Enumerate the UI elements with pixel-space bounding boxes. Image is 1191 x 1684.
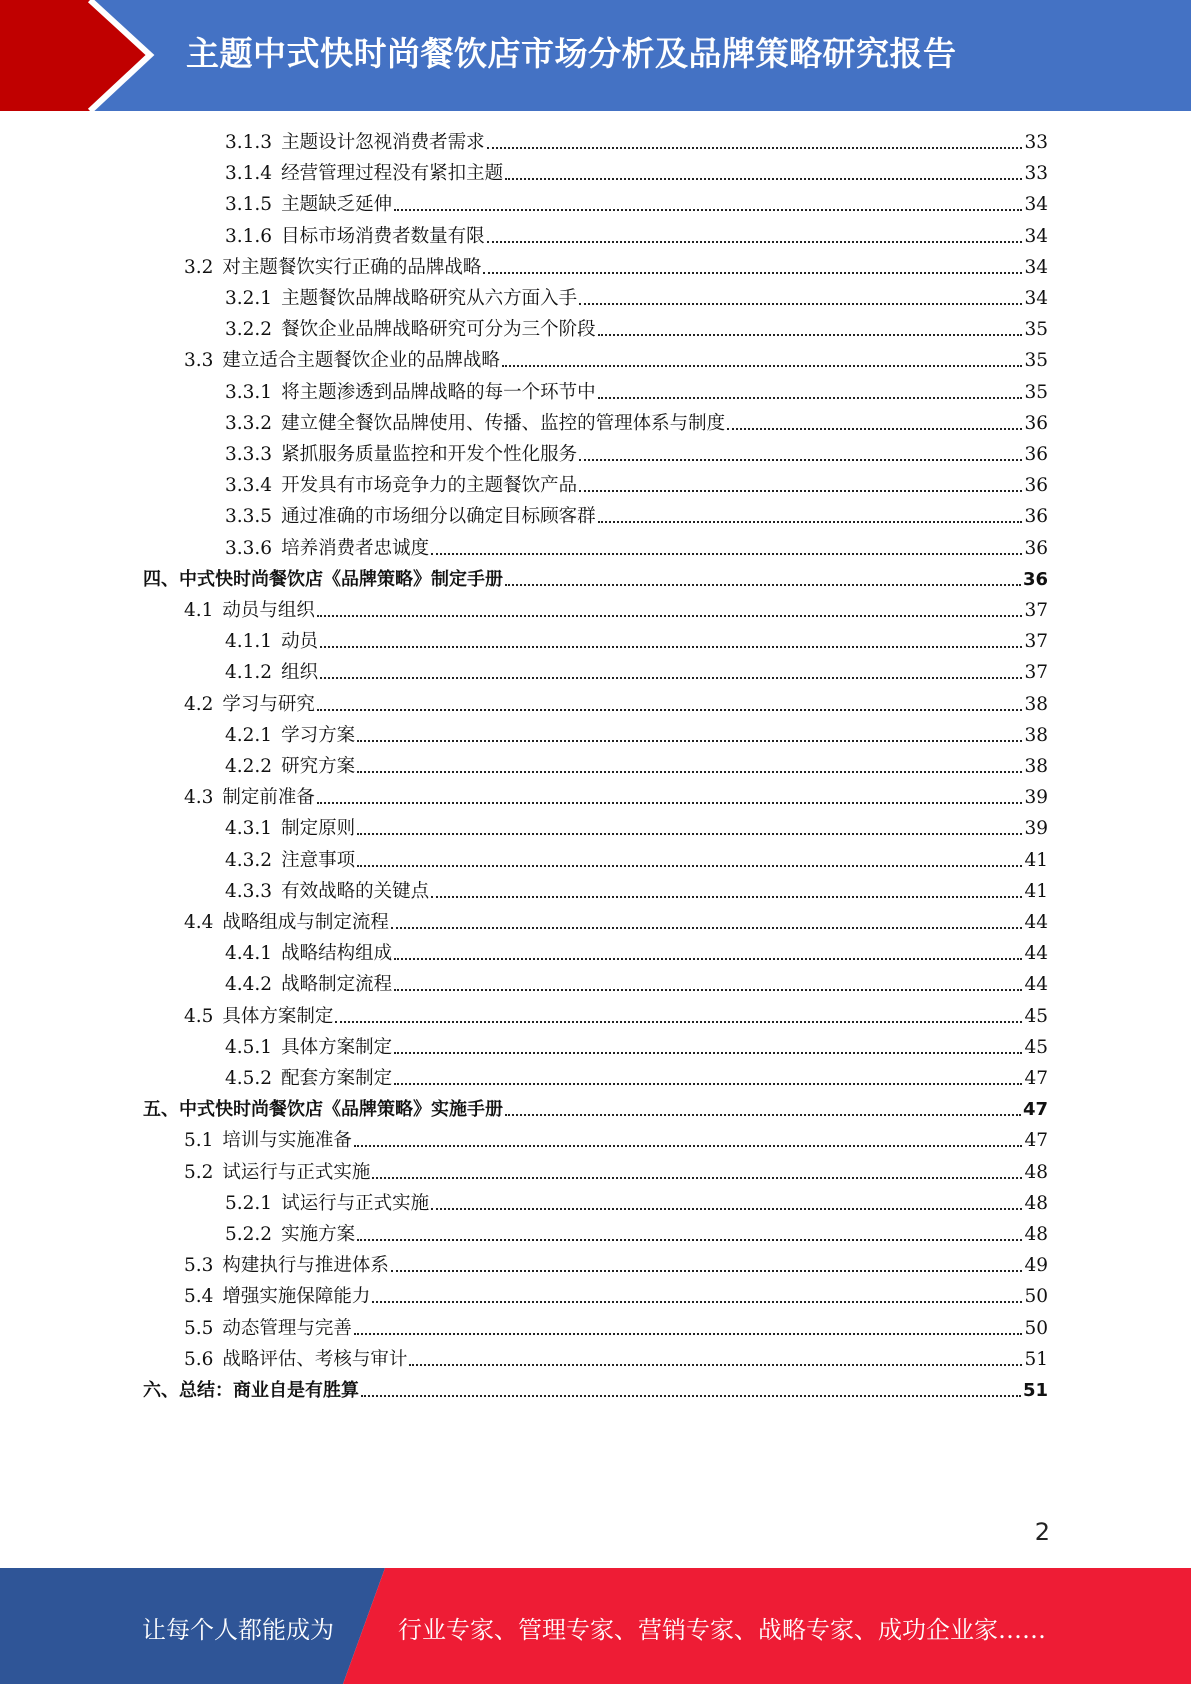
toc-entry-number: 4.3.2: [225, 849, 273, 871]
toc-entry-page: 34: [1024, 288, 1048, 309]
toc-dot-leader: [354, 1332, 1023, 1335]
toc-entry[interactable]: [225, 221, 1048, 252]
toc-entry-number: 5.2.2: [225, 1224, 273, 1245]
toc-entry[interactable]: [225, 969, 1048, 1000]
toc-entry-number: 3.3.3: [225, 444, 273, 465]
toc-entry-page: 47: [1024, 1130, 1048, 1152]
toc-dot-leader: [357, 770, 1022, 773]
toc-entry-page: 48: [1024, 1192, 1048, 1214]
page-footer: [0, 1568, 1191, 1684]
toc-dot-leader: [320, 645, 1022, 648]
toc-entry-number: 3.3.1: [225, 381, 273, 403]
toc-entry-page: 35: [1024, 319, 1048, 341]
toc-entry-title: 有效战略的关键点: [281, 880, 430, 902]
toc-entry[interactable]: [225, 501, 1048, 532]
toc-entry-title: 组织: [281, 662, 319, 684]
toc-entry-page: 44: [1024, 974, 1048, 996]
toc-dot-leader: [357, 739, 1022, 742]
toc-entry-page: 45: [1024, 1005, 1048, 1027]
toc-entry-page: 38: [1024, 724, 1048, 746]
toc-entry-number: 5.2: [184, 1161, 214, 1183]
toc-entry-number: 4.2: [184, 693, 214, 715]
document-title: 主题中式快时尚餐饮店市场分析及品牌策略研究报告: [186, 34, 957, 73]
toc-entry[interactable]: [225, 189, 1048, 220]
toc-entry[interactable]: [225, 1188, 1048, 1219]
toc-entry[interactable]: [225, 533, 1048, 564]
toc-entry-number: 4.5: [184, 1005, 214, 1027]
toc-entry-title: 对主题餐饮实行正确的品牌战略: [222, 256, 482, 278]
toc-entry-title: 动员与组织: [222, 600, 315, 621]
toc-entry-page: 39: [1024, 818, 1048, 840]
toc-entry-page: 36: [1022, 568, 1048, 590]
toc-entry-number: 3.3.6: [225, 537, 273, 559]
toc-entry-number: 4.4.2: [225, 974, 273, 996]
toc-dot-leader: [487, 240, 1023, 243]
toc-entry[interactable]: [184, 1344, 1048, 1375]
toc-dot-leader: [598, 396, 1023, 399]
toc-entry-page: 38: [1024, 693, 1048, 715]
toc-entry-page: 34: [1024, 225, 1048, 247]
toc-dot-leader: [372, 1176, 1022, 1179]
toc-entry[interactable]: [184, 1001, 1048, 1032]
toc-dot-leader: [483, 271, 1022, 274]
toc-entry[interactable]: [225, 470, 1048, 501]
page-number: 2: [1034, 1518, 1050, 1546]
toc-dot-leader: [354, 1144, 1023, 1147]
toc-entry-page: 41: [1024, 880, 1048, 902]
toc-dot-leader: [409, 1363, 1022, 1366]
toc-entry-title: 研究方案: [281, 756, 356, 777]
toc-entry-title: 制定原则: [281, 818, 356, 840]
toc-entry-title: 培训与实施准备: [222, 1130, 352, 1152]
toc-entry-page: 37: [1024, 600, 1048, 621]
toc-entry-title: 战略评估、考核与审计: [222, 1348, 408, 1370]
toc-entry-number: 3.2.1: [225, 288, 273, 309]
toc-entry-number: 4.3.3: [225, 880, 273, 902]
toc-entry[interactable]: [184, 907, 1048, 938]
toc-dot-leader: [598, 333, 1023, 336]
toc-entry[interactable]: [184, 1313, 1048, 1344]
toc-dot-leader: [579, 302, 1022, 305]
toc-dot-leader: [487, 146, 1023, 149]
toc-entry-title: 开发具有市场竞争力的主题餐饮产品: [281, 475, 578, 497]
toc-entry-title: 动员: [281, 631, 319, 653]
toc-entry-title: 培养消费者忠诚度: [281, 537, 430, 559]
toc-entry-title: 增强实施保障能力: [222, 1286, 371, 1308]
toc-entry-title: 试运行与正式实施: [222, 1161, 371, 1183]
toc-entry-page: 51: [1024, 1348, 1048, 1370]
toc-dot-leader: [431, 1207, 1022, 1210]
toc-entry-title: 学习方案: [281, 724, 356, 746]
toc-entry[interactable]: [225, 845, 1048, 876]
toc-entry-title: 四、中式快时尚餐饮店《品牌策略》制定手册: [143, 568, 503, 590]
toc-entry[interactable]: [184, 1125, 1048, 1156]
toc-dot-leader: [357, 1238, 1022, 1241]
toc-dot-leader: [598, 520, 1023, 523]
toc-entry-number: 4.5.1: [225, 1036, 273, 1058]
toc-entry-number: 3.3: [184, 350, 214, 372]
toc-entry-page: 50: [1024, 1317, 1048, 1339]
toc-entry-title: 试运行与正式实施: [281, 1192, 430, 1214]
toc-entry-page: 36: [1024, 537, 1048, 559]
toc-entry-page: 33: [1024, 163, 1048, 185]
toc-entry-title: 动态管理与完善: [222, 1317, 352, 1339]
toc-entry-number: 3.2: [184, 256, 214, 278]
toc-entry-title: 战略结构组成: [281, 943, 393, 965]
toc-entry-number: 4.2.1: [225, 724, 273, 746]
toc-entry[interactable]: [225, 1219, 1048, 1250]
toc-entry-page: 34: [1024, 256, 1048, 278]
toc-entry-title: 紧抓服务质量监控和开发个性化服务: [281, 444, 578, 465]
toc-dot-leader: [394, 957, 1022, 960]
toc-entry-page: 44: [1024, 943, 1048, 965]
toc-entry-page: 38: [1024, 756, 1048, 777]
toc-entry-page: 48: [1024, 1161, 1048, 1183]
toc-entry-number: 4.4.1: [225, 943, 273, 965]
toc-dot-leader: [505, 177, 1022, 180]
toc-entry[interactable]: [225, 408, 1048, 439]
toc-entry[interactable]: [184, 782, 1048, 813]
toc-entry-title: 战略制定流程: [281, 974, 393, 996]
toc-entry-number: 5.2.1: [225, 1192, 273, 1214]
toc-entry[interactable]: [225, 127, 1048, 158]
toc-entry-title: 主题缺乏延伸: [281, 194, 393, 216]
toc-entry-page: 47: [1024, 1068, 1048, 1089]
toc-entry-page: 51: [1022, 1380, 1048, 1401]
toc-entry-number: 4.3.1: [225, 818, 273, 840]
toc-dot-leader: [727, 427, 1022, 430]
toc-entry-number: 5.5: [184, 1317, 214, 1339]
toc-entry[interactable]: [225, 1032, 1048, 1063]
toc-entry-number: 3.3.2: [225, 412, 273, 434]
toc-entry-title: 主题设计忽视消费者需求: [281, 132, 485, 153]
toc-entry-page: 41: [1024, 849, 1048, 871]
toc-entry-page: 36: [1024, 475, 1048, 497]
toc-entry-number: 3.1.4: [225, 163, 273, 185]
toc-dot-leader: [394, 988, 1022, 991]
toc-dot-leader: [317, 801, 1023, 804]
toc-dot-leader: [431, 895, 1022, 898]
toc-entry-title: 五、中式快时尚餐饮店《品牌策略》实施手册: [143, 1099, 503, 1121]
toc-entry-title: 经营管理过程没有紧扣主题: [281, 163, 504, 185]
toc-entry[interactable]: [184, 252, 1048, 283]
toc-dot-leader: [357, 864, 1022, 867]
toc-entry[interactable]: [225, 876, 1048, 907]
toc-entry-title: 目标市场消费者数量有限: [281, 225, 485, 247]
toc-entry-number: 4.2.2: [225, 756, 273, 777]
toc-entry-number: 4.4: [184, 912, 214, 933]
toc-entry[interactable]: [225, 439, 1048, 470]
toc-entry-number: 5.4: [184, 1286, 214, 1308]
toc-entry-title: 建立健全餐饮品牌使用、传播、监控的管理体系与制度: [281, 412, 726, 434]
toc-dot-leader: [335, 1020, 1022, 1023]
toc-entry-number: 4.1: [184, 600, 214, 621]
toc-entry-title: 实施方案: [281, 1224, 356, 1245]
toc-entry[interactable]: [225, 626, 1048, 657]
toc-dot-leader: [357, 832, 1022, 835]
toc-entry-title: 构建执行与推进体系: [222, 1255, 389, 1277]
toc-entry-title: 注意事项: [281, 849, 356, 871]
toc-entry-page: 36: [1024, 412, 1048, 434]
toc-entry[interactable]: [225, 377, 1048, 408]
toc-chapter-entry[interactable]: [143, 1375, 1048, 1406]
toc-entry-number: 3.1.3: [225, 132, 273, 153]
toc-entry-page: 47: [1022, 1099, 1048, 1121]
toc-entry[interactable]: [184, 1250, 1048, 1281]
toc-entry-number: 4.1.2: [225, 662, 273, 684]
footer-slogan-left: 让每个人都能成为: [142, 1616, 334, 1644]
toc-entry[interactable]: [225, 314, 1048, 345]
toc-entry-page: 37: [1024, 631, 1048, 653]
toc-dot-leader: [505, 1113, 1021, 1116]
toc-entry[interactable]: [184, 1157, 1048, 1188]
toc-entry-number: 5.3: [184, 1255, 214, 1277]
toc-dot-leader: [579, 489, 1022, 492]
toc-dot-leader: [320, 676, 1022, 679]
toc-dot-leader: [391, 1269, 1023, 1272]
toc-entry-page: 34: [1024, 194, 1048, 216]
toc-entry-title: 战略组成与制定流程: [222, 912, 389, 933]
toc-entry-number: 3.2.2: [225, 319, 273, 341]
toc-entry[interactable]: [225, 158, 1048, 189]
toc-entry-number: 4.1.1: [225, 631, 273, 653]
toc-entry-title: 建立适合主题餐饮企业的品牌战略: [222, 350, 500, 372]
toc-dot-leader: [317, 708, 1023, 711]
toc-entry-title: 餐饮企业品牌战略研究可分为三个阶段: [281, 319, 596, 341]
toc-entry-page: 33: [1024, 132, 1048, 153]
toc-entry-title: 学习与研究: [222, 693, 315, 715]
toc-entry-page: 35: [1024, 350, 1048, 372]
toc-entry-title: 通过准确的市场细分以确定目标顾客群: [281, 506, 596, 528]
toc-entry-number: 4.3: [184, 787, 214, 809]
toc-entry-page: 37: [1024, 662, 1048, 684]
toc-dot-leader: [505, 583, 1021, 586]
toc-entry[interactable]: [225, 720, 1048, 751]
toc-entry[interactable]: [225, 813, 1048, 844]
toc-entry-title: 主题餐饮品牌战略研究从六方面入手: [281, 288, 578, 309]
toc-entry-number: 3.1.5: [225, 194, 273, 216]
toc-entry[interactable]: [225, 283, 1048, 314]
toc-dot-leader: [579, 458, 1022, 461]
toc-entry-page: 36: [1024, 506, 1048, 528]
toc-dot-leader: [317, 614, 1023, 617]
toc-entry-number: 4.5.2: [225, 1068, 273, 1089]
toc-entry-number: 5.6: [184, 1348, 214, 1370]
toc-entry-number: 5.1: [184, 1130, 214, 1152]
toc-entry[interactable]: [184, 595, 1048, 626]
toc-entry-title: 具体方案制定: [222, 1005, 334, 1027]
toc-entry-page: 36: [1024, 444, 1048, 465]
toc-dot-leader: [361, 1394, 1021, 1397]
toc-dot-leader: [394, 1082, 1022, 1085]
toc-entry[interactable]: [184, 345, 1048, 376]
toc-entry-number: 3.3.5: [225, 506, 273, 528]
toc-entry[interactable]: [225, 938, 1048, 969]
toc-entry-number: 3.3.4: [225, 475, 273, 497]
page-header: [0, 0, 1191, 111]
toc-entry-title: 将主题渗透到品牌战略的每一个环节中: [281, 381, 596, 403]
toc-entry-page: 39: [1024, 787, 1048, 809]
toc-entry[interactable]: [225, 1063, 1048, 1094]
toc-entry-page: 45: [1024, 1036, 1048, 1058]
toc-entry-title: 配套方案制定: [281, 1068, 393, 1089]
toc-entry-number: 3.1.6: [225, 225, 273, 247]
footer-slogan-right: 行业专家、管理专家、营销专家、战略专家、成功企业家……: [398, 1616, 1046, 1644]
toc-dot-leader: [394, 208, 1022, 211]
toc-entry[interactable]: [225, 751, 1048, 782]
toc-entry-title: 制定前准备: [222, 787, 315, 809]
toc-entry[interactable]: [184, 1281, 1048, 1312]
toc-entry[interactable]: [184, 689, 1048, 720]
toc-dot-leader: [394, 1051, 1022, 1054]
toc-entry-title: 具体方案制定: [281, 1036, 393, 1058]
toc-entry-page: 50: [1024, 1286, 1048, 1308]
toc-dot-leader: [502, 364, 1023, 367]
toc-entry-page: 44: [1024, 912, 1048, 933]
toc-chapter-entry[interactable]: [143, 1094, 1048, 1125]
toc-entry-page: 48: [1024, 1224, 1048, 1245]
toc-dot-leader: [372, 1300, 1022, 1303]
toc-entry[interactable]: [225, 657, 1048, 688]
toc-entry-page: 35: [1024, 381, 1048, 403]
toc-entry-page: 49: [1024, 1255, 1048, 1277]
toc-entry-title: 六、总结：商业自是有胜算: [143, 1380, 359, 1401]
toc-chapter-entry[interactable]: [143, 564, 1048, 595]
toc-dot-leader: [431, 552, 1022, 555]
toc-dot-leader: [391, 926, 1023, 929]
